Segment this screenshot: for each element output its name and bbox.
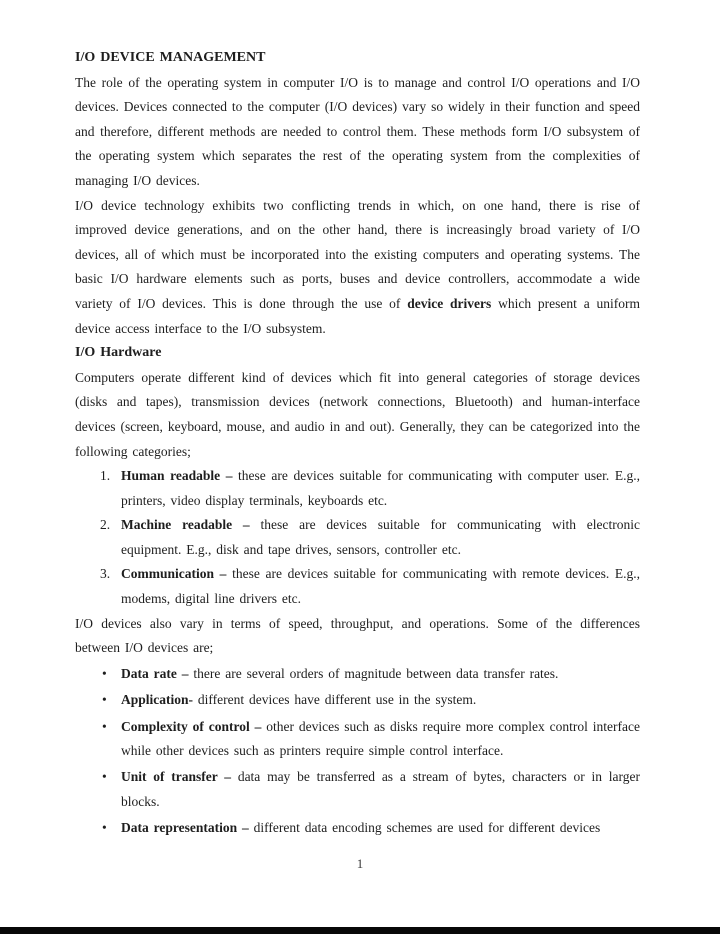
bullet-list	[75, 662, 640, 840]
list-item-text	[121, 765, 640, 814]
list-item-text	[121, 513, 640, 562]
bullet-marker: •	[102, 769, 107, 785]
section-heading: I/O Hardware	[75, 345, 162, 361]
bold-run: Communication –	[121, 566, 233, 582]
bold-run: Application-	[121, 692, 198, 708]
scan-edge-bar	[0, 927, 720, 934]
document-content	[75, 46, 640, 841]
section-heading: I/O DEVICE MANAGEMENT	[75, 50, 266, 65]
bold-run: device drivers	[407, 295, 492, 311]
text-run: different devices have different use in the system.	[197, 692, 477, 708]
text-run: these are devices suitable for communicating with remote devices. E.g., modems, digital line drivers etc.	[121, 566, 640, 607]
bold-run: Unit of transfer –	[121, 769, 238, 785]
number-marker: 1.	[100, 468, 111, 484]
list-item-text	[121, 464, 640, 513]
ordered-list	[75, 464, 640, 612]
list-item	[75, 464, 640, 513]
bold-run: Data rate –	[121, 666, 194, 682]
bold-run: Data representation –	[121, 819, 254, 835]
list-item	[75, 765, 640, 814]
bullet-marker: •	[102, 692, 107, 708]
bold-run: Human readable –	[121, 468, 239, 484]
text-run: different data encoding schemes are used for different devices	[253, 819, 601, 835]
paragraph	[75, 366, 640, 464]
list-item	[75, 816, 640, 841]
paragraph	[75, 612, 640, 661]
list-item	[75, 715, 640, 764]
list-item-text	[121, 562, 640, 611]
text-run: The role of the operating system in computer I/O is to manage and control I/O operations and I/O devices. Devices connected to the computer (I/O devices) vary so widely in their function and speed and therefore, different methods are needed to control them. These methods form I/O subsystem of the operating system which separates the rest of the operating system from the complexities of managing I/O devices.	[75, 74, 640, 188]
bullet-marker: •	[102, 666, 107, 682]
bold-run: Complexity of control –	[121, 718, 267, 734]
list-item-text	[121, 715, 640, 764]
text-run: I/O devices also vary in terms of speed, throughput, and operations. Some of the differences between I/O devices are;	[75, 615, 640, 656]
number-marker: 3.	[100, 566, 111, 582]
number-marker: 2.	[100, 517, 111, 533]
list-item	[75, 513, 640, 562]
list-item-text	[121, 662, 640, 687]
list-item	[75, 662, 640, 687]
text-run: these are devices suitable for communicating with computer user. E.g., printers, video display terminals, keyboards etc.	[121, 468, 640, 508]
text-run: I/O device technology exhibits two conflicting trends in which, on one hand, there is rise of improved device generations, and on the other hand, there is increasingly broad variety of I/O devices, all of which must be incorporated into the existing computers and operating systems. The basic I/O hardware elements such as ports, buses and device controllers, accommodate a wide variety of I/O devices. This is done through the use of	[75, 197, 640, 311]
text-run: which present a uniform device access interface to the I/O subsystem.	[75, 295, 641, 336]
list-item-text	[121, 688, 640, 713]
list-item	[75, 688, 640, 713]
text-run: other devices such as disks require more complex control interface while other devices such as printers require simple control interface.	[121, 718, 641, 759]
text-run: these are devices suitable for communicating with electronic equipment. E.g., disk and tape drives, sensors, controller etc.	[121, 517, 641, 557]
bullet-marker: •	[102, 819, 107, 835]
paragraph	[75, 71, 640, 194]
text-run: there are several orders of magnitude between data transfer rates.	[193, 666, 559, 682]
bold-run: Machine readable –	[121, 517, 261, 533]
page-number: 1	[356, 856, 364, 871]
text-run: data may be transferred as a stream of bytes, characters or in larger blocks.	[121, 769, 640, 809]
text-run: Computers operate different kind of devices which fit into general categories of storage devices (disks and tapes), transmission devices (network connections, Bluetooth) and human-interface devices (screen, keyboard, mouse, and audio in and out). Generally, they can be categorized into the following categories;	[75, 369, 640, 459]
bullet-marker: •	[102, 718, 107, 734]
list-item	[75, 562, 640, 611]
paragraph	[75, 194, 640, 342]
list-item-text	[121, 816, 640, 841]
